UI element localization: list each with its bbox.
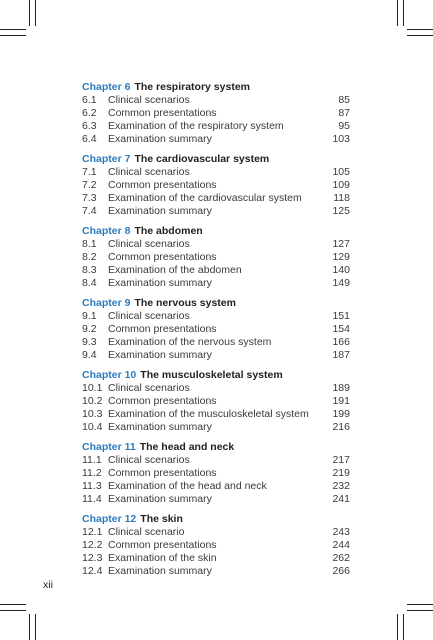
crop-mark <box>397 614 398 640</box>
chapter-block <box>82 369 350 434</box>
section-number: 12.1 <box>82 526 103 538</box>
section-title: Common presentations <box>108 395 217 407</box>
section-title: Clinical scenarios <box>108 310 190 322</box>
section-page-number: 125 <box>332 205 350 217</box>
toc-entry[interactable] <box>82 323 350 336</box>
chapter-title: The respiratory system <box>134 81 250 93</box>
section-page-number: 262 <box>332 552 350 564</box>
chapter-title: The musculoskeletal system <box>140 369 283 381</box>
section-title: Examination summary <box>108 133 212 145</box>
toc-entry[interactable] <box>82 336 350 349</box>
section-title: Common presentations <box>108 107 217 119</box>
chapter-block <box>82 153 350 218</box>
section-page-number: 154 <box>332 323 350 335</box>
crop-mark <box>35 0 36 26</box>
section-title: Clinical scenarios <box>108 238 190 250</box>
crop-mark <box>403 614 404 640</box>
toc-entry[interactable] <box>82 205 350 218</box>
section-title: Common presentations <box>108 467 217 479</box>
toc-entry[interactable] <box>82 539 350 552</box>
section-number: 11.1 <box>82 454 102 466</box>
section-page-number: 216 <box>332 421 350 433</box>
section-page-number: 266 <box>332 565 350 577</box>
section-number: 10.3 <box>82 408 103 420</box>
table-of-contents <box>82 81 350 585</box>
section-number: 8.2 <box>82 251 97 263</box>
toc-entry[interactable] <box>82 382 350 395</box>
chapter-number: Chapter 11 <box>82 441 136 453</box>
section-page-number: 87 <box>338 107 350 119</box>
chapter-block <box>82 441 350 506</box>
crop-mark <box>35 614 36 640</box>
section-page-number: 85 <box>338 94 350 106</box>
section-page-number: 149 <box>332 277 350 289</box>
section-number: 10.1 <box>82 382 103 394</box>
section-title: Clinical scenario <box>108 526 185 538</box>
section-number: 11.3 <box>82 480 102 492</box>
section-title: Examination summary <box>108 565 212 577</box>
section-title: Clinical scenarios <box>108 382 190 394</box>
toc-entry[interactable] <box>82 421 350 434</box>
section-page-number: 217 <box>332 454 350 466</box>
toc-entry[interactable] <box>82 480 350 493</box>
toc-entry[interactable] <box>82 310 350 323</box>
toc-entry[interactable] <box>82 179 350 192</box>
section-title: Clinical scenarios <box>108 454 190 466</box>
section-number: 9.1 <box>82 310 97 322</box>
chapter-number: Chapter 7 <box>82 153 131 165</box>
chapter-block <box>82 297 350 362</box>
crop-mark <box>29 614 30 640</box>
chapter-title: The head and neck <box>139 441 235 453</box>
toc-entry[interactable] <box>82 277 350 290</box>
toc-entry[interactable] <box>82 238 350 251</box>
section-title: Examination of the head and neck <box>108 480 267 492</box>
chapter-title: The abdomen <box>134 225 203 237</box>
chapter-title: The skin <box>140 513 183 525</box>
section-page-number: 109 <box>332 179 350 191</box>
chapter-block <box>82 513 350 578</box>
section-title: Clinical scenarios <box>108 94 190 106</box>
section-page-number: 232 <box>332 480 350 492</box>
chapter-block <box>82 81 350 146</box>
section-page-number: 166 <box>332 336 350 348</box>
chapter-title: The nervous system <box>134 297 236 309</box>
section-title: Common presentations <box>108 539 217 551</box>
toc-entry[interactable] <box>82 493 350 506</box>
section-page-number: 241 <box>332 493 350 505</box>
section-number: 6.2 <box>82 107 97 119</box>
toc-entry[interactable] <box>82 133 350 146</box>
toc-entry[interactable] <box>82 251 350 264</box>
section-number: 7.4 <box>82 205 97 217</box>
toc-entry[interactable] <box>82 467 350 480</box>
crop-mark <box>0 35 26 36</box>
section-page-number: 127 <box>332 238 350 250</box>
section-page-number: 219 <box>332 467 350 479</box>
section-number: 12.3 <box>82 552 103 564</box>
crop-mark <box>0 604 26 605</box>
section-title: Examination summary <box>108 421 212 433</box>
section-number: 11.4 <box>82 493 102 505</box>
chapter-heading[interactable] <box>82 513 350 526</box>
section-number: 8.4 <box>82 277 97 289</box>
toc-entry[interactable] <box>82 395 350 408</box>
section-title: Examination of the nervous system <box>108 336 272 348</box>
chapter-number: Chapter 6 <box>82 81 131 93</box>
section-page-number: 95 <box>338 120 350 132</box>
section-number: 6.4 <box>82 133 97 145</box>
section-number: 6.3 <box>82 120 97 132</box>
section-page-number: 105 <box>332 166 350 178</box>
section-title: Examination summary <box>108 205 212 217</box>
crop-mark <box>407 610 433 611</box>
toc-entry[interactable] <box>82 408 350 421</box>
section-page-number: 243 <box>332 526 350 538</box>
toc-entry[interactable] <box>82 565 350 578</box>
section-page-number: 199 <box>332 408 350 420</box>
crop-mark <box>397 0 398 26</box>
section-number: 12.2 <box>82 539 103 551</box>
section-page-number: 187 <box>332 349 350 361</box>
section-title: Examination summary <box>108 277 212 289</box>
section-title: Common presentations <box>108 179 217 191</box>
section-number: 7.3 <box>82 192 97 204</box>
section-number: 7.1 <box>82 166 97 178</box>
toc-entry[interactable] <box>82 454 350 467</box>
section-page-number: 191 <box>332 395 350 407</box>
toc-entry[interactable] <box>82 552 350 565</box>
toc-entry[interactable] <box>82 349 350 362</box>
section-number: 12.4 <box>82 565 103 577</box>
chapter-block <box>82 225 350 290</box>
crop-mark <box>0 610 26 611</box>
section-title: Examination of the cardiovascular system <box>108 192 302 204</box>
section-number: 10.4 <box>82 421 103 433</box>
section-title: Examination of the musculoskeletal system <box>108 408 309 420</box>
section-number: 10.2 <box>82 395 103 407</box>
section-number: 9.4 <box>82 349 97 361</box>
crop-mark <box>403 0 404 26</box>
chapter-title: The cardiovascular system <box>134 153 270 165</box>
section-number: 7.2 <box>82 179 97 191</box>
chapter-heading[interactable] <box>82 369 350 382</box>
section-number: 11.2 <box>82 467 102 479</box>
toc-entry[interactable] <box>82 526 350 539</box>
section-page-number: 118 <box>333 192 350 204</box>
chapter-heading[interactable] <box>82 81 350 94</box>
section-number: 9.3 <box>82 336 97 348</box>
section-title: Common presentations <box>108 251 217 263</box>
chapter-heading[interactable] <box>82 297 350 310</box>
section-number: 6.1 <box>82 94 97 106</box>
chapter-number: Chapter 8 <box>82 225 131 237</box>
section-number: 8.1 <box>82 238 97 250</box>
section-page-number: 189 <box>332 382 350 394</box>
section-page-number: 129 <box>332 251 350 263</box>
toc-entry[interactable] <box>82 94 350 107</box>
toc-entry[interactable] <box>82 107 350 120</box>
section-title: Examination of the skin <box>108 552 217 564</box>
chapter-heading[interactable] <box>82 153 350 166</box>
toc-entry[interactable] <box>82 166 350 179</box>
toc-entry[interactable] <box>82 192 350 205</box>
section-title: Examination summary <box>108 493 212 505</box>
page-number: xii <box>43 579 53 591</box>
section-title: Clinical scenarios <box>108 166 190 178</box>
section-page-number: 244 <box>332 539 350 551</box>
section-title: Examination of the respiratory system <box>108 120 284 132</box>
chapter-number: Chapter 12 <box>82 513 137 525</box>
toc-entry[interactable] <box>82 120 350 133</box>
section-number: 9.2 <box>82 323 97 335</box>
chapter-heading[interactable] <box>82 441 350 454</box>
section-title: Examination of the abdomen <box>108 264 242 276</box>
crop-mark <box>0 29 26 30</box>
crop-mark <box>407 604 433 605</box>
toc-entry[interactable] <box>82 264 350 277</box>
section-page-number: 151 <box>332 310 350 322</box>
chapter-number: Chapter 9 <box>82 297 131 309</box>
chapter-heading[interactable] <box>82 225 350 238</box>
crop-mark <box>29 0 30 26</box>
section-number: 8.3 <box>82 264 97 276</box>
chapter-number: Chapter 10 <box>82 369 137 381</box>
section-title: Common presentations <box>108 323 217 335</box>
section-title: Examination summary <box>108 349 212 361</box>
crop-mark <box>407 35 433 36</box>
section-page-number: 103 <box>332 133 350 145</box>
section-page-number: 140 <box>332 264 350 276</box>
crop-mark <box>407 29 433 30</box>
